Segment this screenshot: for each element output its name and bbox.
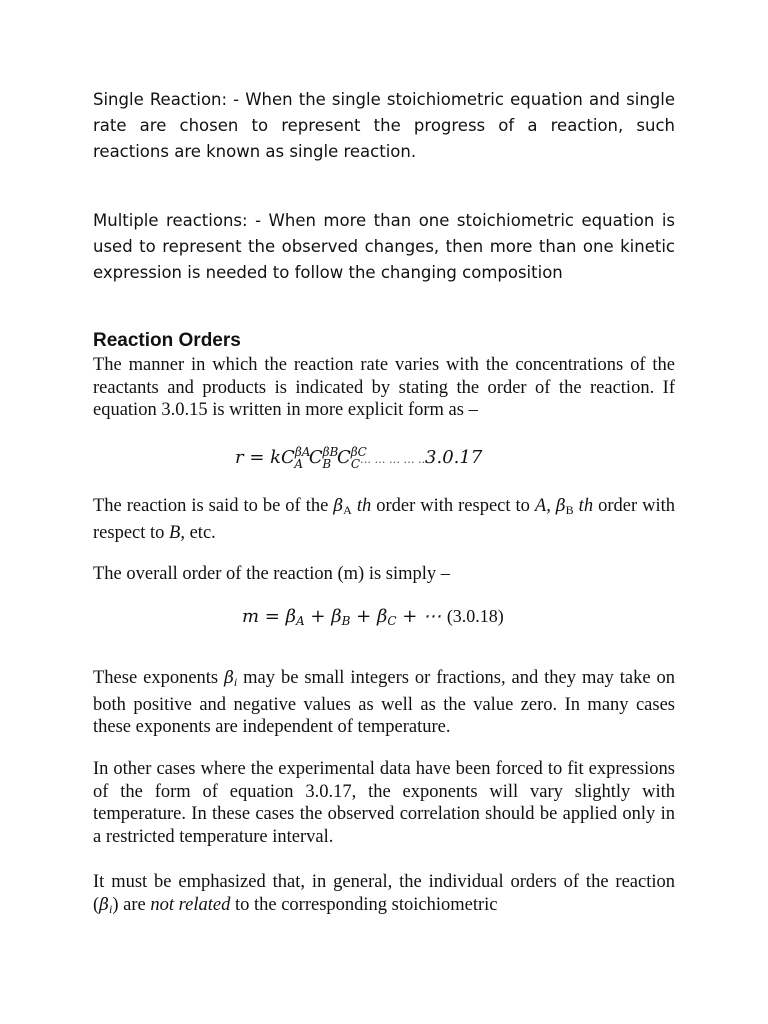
exponents-paragraph xyxy=(93,667,675,739)
sub-a: A xyxy=(294,456,304,471)
conc-b: C xyxy=(308,447,323,468)
rate-equation xyxy=(235,445,482,471)
reaction-orders-intro: The manner in which the reaction rate varies with the concentrations of the reactants and products is indicated by stating the order of the reaction. If equation 3.0.15 is written in more explicit form as – xyxy=(93,355,675,420)
eq-text: + β xyxy=(304,606,342,627)
text: These exponents xyxy=(93,668,225,688)
exp-c: βC xyxy=(350,445,367,459)
subscript: i xyxy=(109,901,113,916)
emphasized-text: not related xyxy=(150,894,231,915)
emphasis-paragraph xyxy=(93,871,675,920)
text: , etc. xyxy=(180,522,216,543)
eq-text: + ⋯ xyxy=(396,606,447,627)
equation-dots: … … … … .. xyxy=(360,453,426,466)
rate-equation-lhs: r = kC xyxy=(235,447,295,468)
subscript: i xyxy=(233,675,238,689)
beta-symbol: β xyxy=(555,496,566,516)
text: order with respect to xyxy=(93,496,675,543)
text: ) are xyxy=(112,894,151,915)
subscript: C xyxy=(387,614,397,628)
text: th xyxy=(573,496,594,516)
text: order with respect to xyxy=(371,496,535,516)
eq-text: + β xyxy=(350,606,388,627)
beta-symbol: β xyxy=(333,496,344,516)
beta-symbol: β xyxy=(224,668,234,688)
equation-number: (3.0.18) xyxy=(446,606,504,626)
multiple-reactions-paragraph: Multiple reactions: - When more than one stoichiometric equation is used to represent the observed changes, then more than one kinetic expression is needed to follow the changing composition xyxy=(93,211,675,282)
exp-a: βA xyxy=(294,445,311,459)
text: B xyxy=(169,522,181,543)
sub-c: C xyxy=(350,456,361,471)
eq-text: m = β xyxy=(242,606,296,627)
text: th xyxy=(351,496,372,516)
sub-b: B xyxy=(322,456,332,471)
equation-number: 3.0.17 xyxy=(425,447,483,468)
subscript: B xyxy=(565,503,574,517)
single-reaction-paragraph: Single Reaction: - When the single stoichiometric equation and single rate are chosen to represent the progress of a reaction, such reactions are known as single reaction. xyxy=(93,90,675,161)
overall-order-paragraph: The overall order of the reaction (m) is simply – xyxy=(93,564,451,584)
order-definition-paragraph xyxy=(93,495,675,544)
text: to the corresponding stoichiometric xyxy=(230,894,498,915)
subscript: A xyxy=(343,503,352,517)
beta-symbol: β xyxy=(99,894,109,915)
overall-order-equation xyxy=(242,606,504,628)
text: A, xyxy=(534,496,551,516)
text: It must be emphasized that, in general, the individual orders of the reaction ( xyxy=(93,872,675,915)
text: The reaction is said to be of the xyxy=(93,496,334,516)
conc-c: C xyxy=(336,447,351,468)
subscript: A xyxy=(296,614,305,628)
section-heading: Reaction Orders xyxy=(93,330,241,351)
experimental-data-paragraph: In other cases where the experimental data have been forced to fit expressions of the form of equation 3.0.17, the exponents will vary slightly with temperature. In these cases the observed correlation should be applied only in a restricted temperature interval. xyxy=(93,759,675,847)
text: may be small integers or fractions, and they may take on both positive and negative values as well as the value zero. In many cases these exponents are independent of temperature. xyxy=(93,668,675,737)
subscript: B xyxy=(341,614,351,628)
exp-b: βB xyxy=(322,445,339,459)
